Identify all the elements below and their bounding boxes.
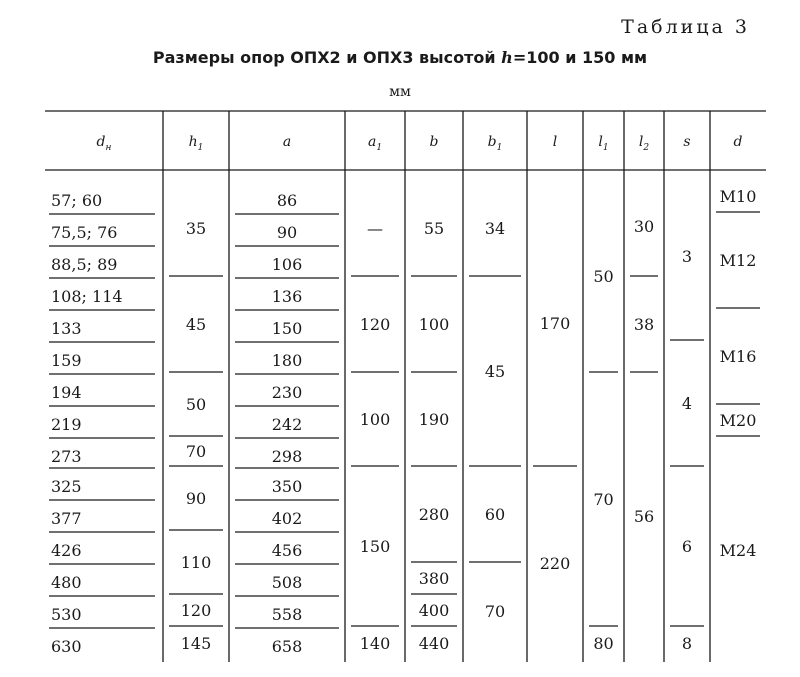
dn-value: 325 [51, 477, 82, 496]
h1-value: 145 [180, 634, 212, 653]
b1-value: 45 [484, 362, 506, 381]
h1-value: 45 [185, 315, 207, 334]
a1-value: — [367, 219, 383, 238]
b-value: 100 [418, 315, 450, 334]
header-a-1: $a_1$ [367, 134, 383, 153]
dn-value: 530 [51, 605, 82, 624]
b-value: 55 [423, 219, 445, 238]
dn-value: 273 [51, 447, 82, 466]
header-s: s [683, 134, 691, 150]
h1-value: 70 [185, 442, 207, 461]
h1-value: 120 [180, 601, 212, 620]
dn-value: 88,5; 89 [51, 255, 118, 274]
dn-value: 219 [51, 415, 82, 434]
header-h-1: $h_1$ [188, 134, 204, 153]
b-value: 380 [418, 569, 450, 588]
header-l-1: $l_1$ [598, 134, 609, 153]
dn-value: 133 [51, 319, 82, 338]
a-value: 180 [271, 351, 303, 370]
a-value: 230 [271, 383, 303, 402]
a-value: 86 [276, 191, 298, 210]
h1-value: 110 [180, 553, 212, 572]
dn-value: 480 [51, 573, 82, 592]
dn-value: 57; 60 [51, 191, 103, 210]
d-value: M10 [719, 187, 757, 206]
dn-value: 194 [51, 383, 82, 402]
l-value: 170 [539, 314, 571, 333]
a-value: 658 [271, 637, 303, 656]
a-value: 298 [271, 447, 303, 466]
b-value: 280 [418, 505, 450, 524]
l2-value: 30 [633, 217, 655, 236]
b1-value: 70 [484, 602, 506, 621]
header-d-н: $d_н$ [96, 134, 112, 153]
d-value: M16 [719, 347, 757, 366]
b-value: 440 [418, 634, 450, 653]
a-value: 136 [271, 287, 303, 306]
header-b: b [429, 134, 439, 150]
d-value: M20 [719, 411, 757, 430]
b-value: 400 [418, 601, 450, 620]
l1-value: 50 [593, 267, 614, 286]
a-value: 558 [271, 605, 303, 624]
dn-value: 377 [51, 509, 82, 528]
b1-value: 34 [484, 219, 506, 238]
d-value: M24 [719, 541, 757, 560]
a-value: 350 [271, 477, 303, 496]
a-value: 106 [271, 255, 303, 274]
b-value: 190 [418, 410, 450, 429]
a1-value: 140 [359, 634, 391, 653]
h1-value: 90 [185, 489, 207, 508]
l1-value: 70 [593, 490, 614, 509]
l2-value: 38 [633, 315, 655, 334]
s-value: 4 [681, 394, 693, 413]
a1-value: 150 [359, 537, 391, 556]
table-caption: Таблица 3 [621, 16, 750, 38]
l1-value: 80 [593, 634, 614, 653]
a-value: 90 [276, 223, 298, 242]
a-value: 150 [271, 319, 303, 338]
s-value: 8 [681, 634, 693, 653]
b1-value: 60 [484, 505, 506, 524]
l2-value: 56 [633, 507, 655, 526]
header-l: l [552, 134, 558, 150]
h1-value: 50 [185, 395, 207, 414]
a1-value: 120 [359, 315, 391, 334]
dn-value: 630 [51, 637, 82, 656]
l-value: 220 [539, 554, 571, 573]
a-value: 242 [271, 415, 303, 434]
unit-label: мм [389, 84, 411, 100]
table-title: Размеры опор ОПХ2 и ОПХ3 высотой h=100 и 150 мм [152, 48, 648, 67]
a-value: 456 [271, 541, 303, 560]
s-value: 3 [681, 247, 693, 266]
h1-value: 35 [185, 219, 207, 238]
header-b-1: $b_1$ [487, 134, 503, 153]
d-value: M12 [719, 251, 757, 270]
header-a: a [282, 134, 292, 150]
a-value: 402 [271, 509, 303, 528]
s-value: 6 [681, 537, 693, 556]
header-l-2: $l_2$ [638, 134, 650, 153]
dn-value: 108; 114 [51, 287, 123, 306]
a-value: 508 [271, 573, 303, 592]
dn-value: 426 [51, 541, 82, 560]
a1-value: 100 [359, 410, 391, 429]
dn-value: 159 [51, 351, 82, 370]
dn-value: 75,5; 76 [51, 223, 118, 242]
header-d: d [733, 134, 743, 150]
